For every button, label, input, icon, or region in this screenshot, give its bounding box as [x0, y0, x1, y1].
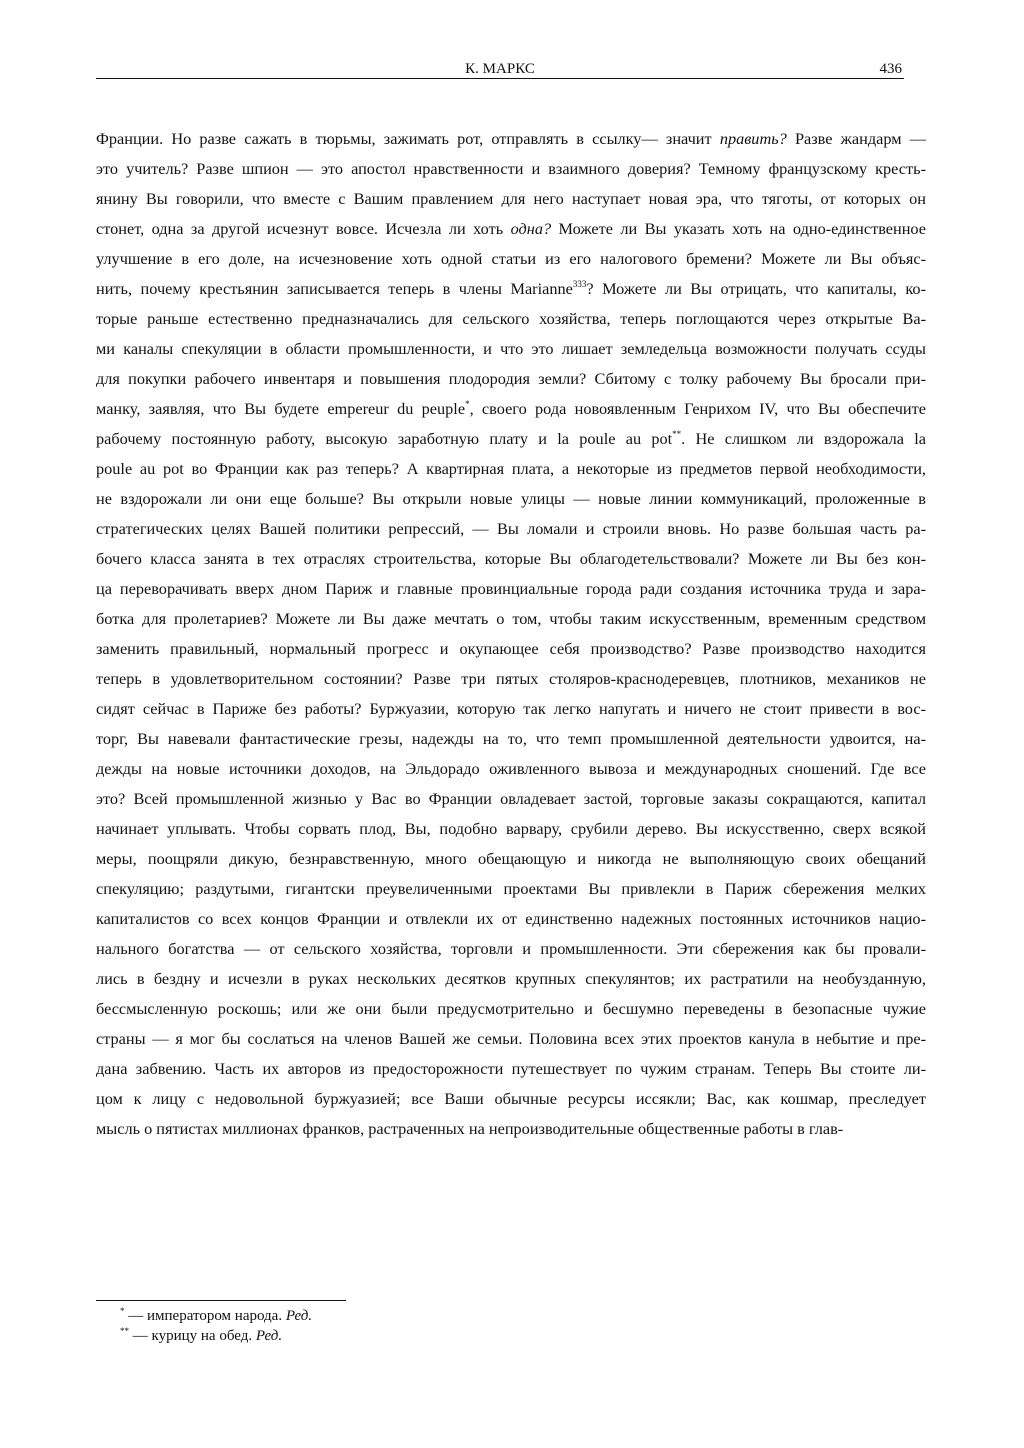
text-line — [96, 244, 926, 274]
main-text — [96, 124, 926, 1144]
text-line — [96, 1114, 926, 1144]
text-segment: сидят сейчас в Париже без работы? Буржуазии, которую так легко напугать и ничего не стоит привести в вос- — [96, 699, 926, 718]
italic-text: править? — [719, 129, 787, 148]
text-segment: нить, почему крестьянин записывается теперь в члены Marianne — [96, 279, 573, 298]
text-segment: рабочему постоянную работу, высокую заработную плату и la poule au pot — [96, 429, 673, 448]
text-line — [96, 994, 926, 1024]
text-segment: Можете ли Вы указать хоть на одно-единственное — [551, 219, 926, 238]
footnote-divider — [96, 1300, 346, 1301]
footnote-text: — императором народа. — [124, 1308, 286, 1324]
text-line — [96, 964, 926, 994]
text-line — [96, 904, 926, 934]
text-segment: стонет, одна за другой исчезнут вовсе. Исчезла ли хоть — [96, 219, 511, 238]
footnotes — [120, 1306, 312, 1346]
text-line — [96, 574, 926, 604]
text-segment: не вздорожали ли они еще больше? Вы открыли новые улицы — новые линии коммуникаций, проложенные в — [96, 489, 926, 508]
text-line — [96, 304, 926, 334]
text-segment: капиталистов со всех концов Франции и отвлекли их от единственно надежных постоянных источников нацио- — [96, 909, 926, 928]
text-segment: нального богатства — от сельского хозяйства, торговли и промышленности. Эти сбережения как бы провали- — [96, 939, 926, 958]
text-segment: для покупки рабочего инвентаря и повышения плодородия земли? Сбитому с толку рабочему Вы бросали при- — [96, 369, 926, 388]
text-line — [96, 544, 926, 574]
text-segment: меры, поощряли дикую, безнравственную, много обещающую и никогда не выполняющую своих обещаний — [96, 849, 926, 868]
footnote — [120, 1306, 312, 1326]
text-segment: . Не слишком ли вздорожала la — [681, 429, 927, 448]
text-line — [96, 154, 926, 184]
text-line — [96, 124, 926, 154]
text-segment: улучшение в его доле, на исчезновение хоть одной статьи из его налогового бремени? Можете ли Вы объяс- — [96, 249, 926, 268]
text-segment: мысль о пятистах миллионах франков, растраченных на непроизводительные общественные работы в глав- — [96, 1119, 844, 1138]
text-segment: Франции. Но разве сажать в тюрьмы, зажимать рот, отправлять в ссылку— значит — [96, 129, 720, 148]
text-segment: poule au pot во Франции как раз теперь? А квартирная плата, а некоторые из предметов первой необходимости, — [96, 459, 926, 478]
text-line — [96, 784, 926, 814]
text-segment: это? Всей промышленной жизнью у Вас во Франции овладевает застой, торговые заказы сокращаются, капитал — [96, 789, 926, 808]
text-line — [96, 184, 926, 214]
text-segment: торые раньше естественно предназначались для сельского хозяйства, теперь поглощаются через открытые Ва- — [96, 309, 926, 328]
text-line — [96, 214, 926, 244]
text-segment: Разве жандарм — — [786, 129, 926, 148]
text-segment: лись в бездну и исчезли в руках нескольких десятков крупных спекулянтов; их растратили на необузданную, — [96, 969, 926, 988]
footnote-mark: * — [120, 1306, 125, 1316]
footnote-text: — курицу на обед. — [129, 1328, 256, 1344]
text-segment: ? Можете ли Вы отрицать, что капиталы, ко- — [586, 279, 926, 298]
footnote-reference: 333 — [572, 279, 587, 289]
text-line — [96, 1084, 926, 1114]
text-segment: теперь в удовлетворительном состоянии? Разве три пятых столяров-краснодеревцев, плотников, механиков не — [96, 669, 926, 688]
footnote-reference: ** — [672, 429, 682, 439]
text-segment: это учитель? Разве шпион — это апостол нравственности и взаимного доверия? Темному французскому кресть- — [96, 159, 926, 178]
text-line — [96, 844, 926, 874]
text-segment: ца переворачивать вверх дном Париж и главные провинциальные города ради создания источника труда и зара- — [96, 579, 926, 598]
running-title: К. МАРКС — [465, 61, 535, 77]
text-line — [96, 934, 926, 964]
page-number: 436 — [879, 61, 902, 77]
editor-note: Ред. — [285, 1308, 313, 1324]
text-segment: страны — я мог бы сослаться на членов Вашей же семьи. Половина всех этих проектов канула в небытие и пре- — [96, 1029, 926, 1048]
text-line — [96, 604, 926, 634]
text-line — [96, 1024, 926, 1054]
text-line — [96, 634, 926, 664]
text-segment: спекуляцию; раздутыми, гигантски преувеличенными проектами Вы привлекли в Париж сбережения мелких — [96, 879, 926, 898]
text-segment: дана забвению. Часть их авторов из предосторожности путешествует по чужим странам. Теперь Вы стоите ли- — [96, 1059, 926, 1078]
text-segment: заменить правильный, нормальный прогресс и окупающее себя производство? Разве производство находится — [96, 639, 926, 658]
text-line — [96, 1054, 926, 1084]
text-line — [96, 694, 926, 724]
text-segment: торг, Вы навевали фантастические грезы, надежды на то, что темп промышленной деятельности удвоится, на- — [96, 729, 926, 748]
text-line — [96, 394, 926, 424]
running-header — [96, 60, 904, 79]
text-segment: ботка для пролетариев? Можете ли Вы даже мечтать о том, чтобы таким искусственным, временным средством — [96, 609, 926, 628]
text-line — [96, 724, 926, 754]
text-segment: янину Вы говорили, что вместе с Вашим правлением для него наступает новая эра, что тяготы, от которых он — [96, 189, 926, 208]
text-line — [96, 664, 926, 694]
text-line — [96, 874, 926, 904]
text-segment: стратегических целях Вашей политики репрессий, — Вы ломали и строили вновь. Но разве большая часть ра- — [96, 519, 926, 538]
text-line — [96, 814, 926, 844]
footnote-mark: ** — [120, 1326, 129, 1336]
text-segment: бессмысленную роскошь; или же они были предусмотрительно и бесшумно переведены в безопасные чужие — [96, 999, 926, 1018]
text-line — [96, 424, 926, 454]
italic-text: одна? — [510, 219, 552, 238]
text-segment: начинает уплывать. Чтобы сорвать плод, Вы, подобно варвару, срубили дерево. Вы искусственно, сверх всякой — [96, 819, 926, 838]
footnote — [120, 1326, 312, 1346]
text-segment: , своего рода новоявленным Генрихом IV, что Вы обеспечите — [469, 399, 926, 418]
text-line — [96, 364, 926, 394]
text-line — [96, 454, 926, 484]
text-segment: дежды на новые источники доходов, на Эльдорадо оживленного вывоза и международных сношений. Где все — [96, 759, 926, 778]
editor-note: Ред. — [255, 1328, 283, 1344]
text-segment: бочего класса занята в тех отраслях строительства, которые Вы облагодетельствовали? Можете ли Вы без кон- — [96, 549, 926, 568]
text-line — [96, 274, 926, 304]
text-line — [96, 484, 926, 514]
text-segment: манку, заявляя, что Вы будете empereur du peuple — [96, 399, 466, 418]
footnote-reference: * — [465, 399, 470, 409]
text-line — [96, 754, 926, 784]
text-segment: ми каналы спекуляции в области промышленности, и что это лишает земледельца возможности получать ссуды — [96, 339, 926, 358]
text-line — [96, 514, 926, 544]
text-segment: цом к лицу с недовольной буржуазией; все Ваши обычные ресурсы иссякли; Вас, как кошмар, преследует — [96, 1089, 926, 1108]
text-line — [96, 334, 926, 364]
